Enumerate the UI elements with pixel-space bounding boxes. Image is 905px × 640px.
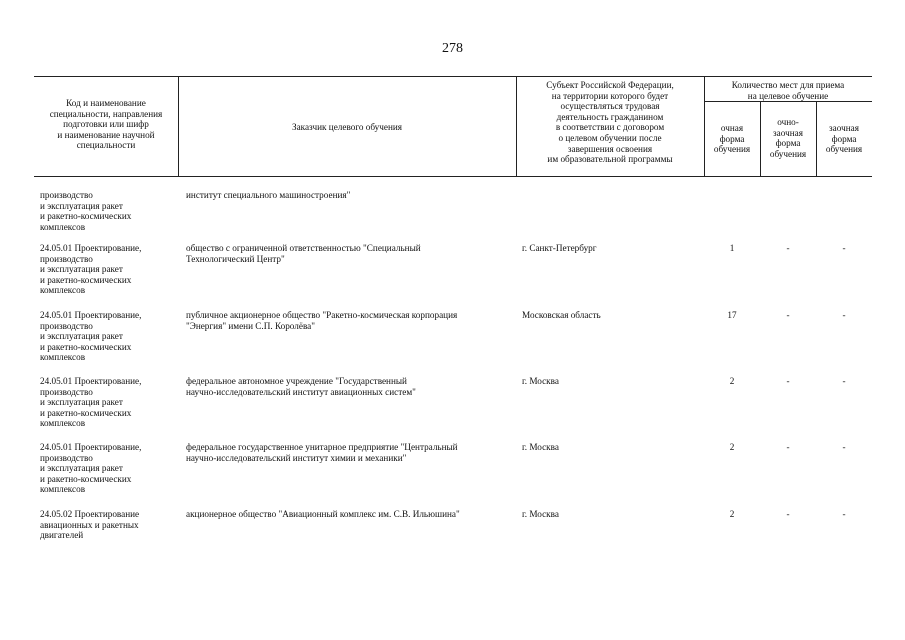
row-1-region: г. Санкт-Петербург: [522, 243, 597, 253]
row-3-extramural: -: [842, 376, 846, 386]
row-2-extramural: -: [842, 310, 846, 320]
row-4-customer: федеральное государственное унитарное предприятие "Центральный научно-исследовательский институт химии и механики": [186, 442, 458, 463]
row-0-customer: институт специального машиностроения": [186, 190, 351, 200]
page-number: 278: [442, 41, 463, 56]
header-code: Код и наименование специальности, направления подготовки или шифр и наименование научной специальности: [49, 98, 163, 151]
table-top-rule: [34, 76, 872, 77]
row-5-region: г. Москва: [522, 509, 559, 519]
row-5-customer: акционерное общество "Авиационный комплекс им. С.В. Ильюшина": [186, 509, 460, 519]
row-4-part-time: -: [786, 442, 790, 452]
row-3-code: 24.05.01 Проектирование, производство и эксплуатация ракет и ракетно-космических комплексов: [40, 376, 142, 429]
row-3-part-time: -: [786, 376, 790, 386]
row-1-extramural: -: [842, 243, 846, 253]
row-2-customer: публичное акционерное общество "Ракетно-космическая корпорация "Энергия" имени С.П. Королёва": [186, 310, 458, 331]
row-4-extramural: -: [842, 442, 846, 452]
header-extramural: заочная форма обучения: [825, 123, 863, 155]
row-5-extramural: -: [842, 509, 846, 519]
row-4-code: 24.05.01 Проектирование, производство и эксплуатация ракет и ракетно-космических комплексов: [40, 442, 142, 495]
header-full-time: очная форма обучения: [713, 123, 751, 155]
row-1-customer: общество с ограниченной ответственностью "Специальный Технологический Центр": [186, 243, 421, 264]
row-0-code: производство и эксплуатация ракет и ракетно-космических комплексов: [40, 190, 132, 232]
row-5-full-time: 2: [729, 509, 735, 519]
row-3-customer: федеральное автономное учреждение "Государственный научно-исследовательский институт авиационных систем": [186, 376, 416, 397]
row-5-part-time: -: [786, 509, 790, 519]
header-customer: Заказчик целевого обучения: [291, 122, 403, 132]
header-part-time: очно- заочная форма обучения: [769, 117, 807, 159]
row-1-part-time: -: [786, 243, 790, 253]
row-3-region: г. Москва: [522, 376, 559, 386]
row-1-code: 24.05.01 Проектирование, производство и эксплуатация ракет и ракетно-космических комплексов: [40, 243, 142, 296]
table-header-bottom-rule: [34, 176, 872, 177]
row-2-full-time: 17: [727, 310, 737, 320]
row-3-full-time: 2: [729, 376, 735, 386]
row-2-code: 24.05.01 Проектирование, производство и эксплуатация ракет и ракетно-космических комплексов: [40, 310, 142, 363]
row-1-full-time: 1: [729, 243, 735, 253]
header-region: Субъект Российской Федерации, на территории которого будет осуществляться трудовая деятельность гражданином в соответствии с договором о целевом обучении после завершения освоения им образовательной программы: [546, 80, 674, 165]
header-places: Количество мест для приема на целевое обучение: [731, 80, 845, 101]
row-2-region: Московская область: [522, 310, 601, 320]
row-5-code: 24.05.02 Проектирование авиационных и ракетных двигателей: [40, 509, 140, 541]
row-4-full-time: 2: [729, 442, 735, 452]
row-4-region: г. Москва: [522, 442, 559, 452]
row-2-part-time: -: [786, 310, 790, 320]
